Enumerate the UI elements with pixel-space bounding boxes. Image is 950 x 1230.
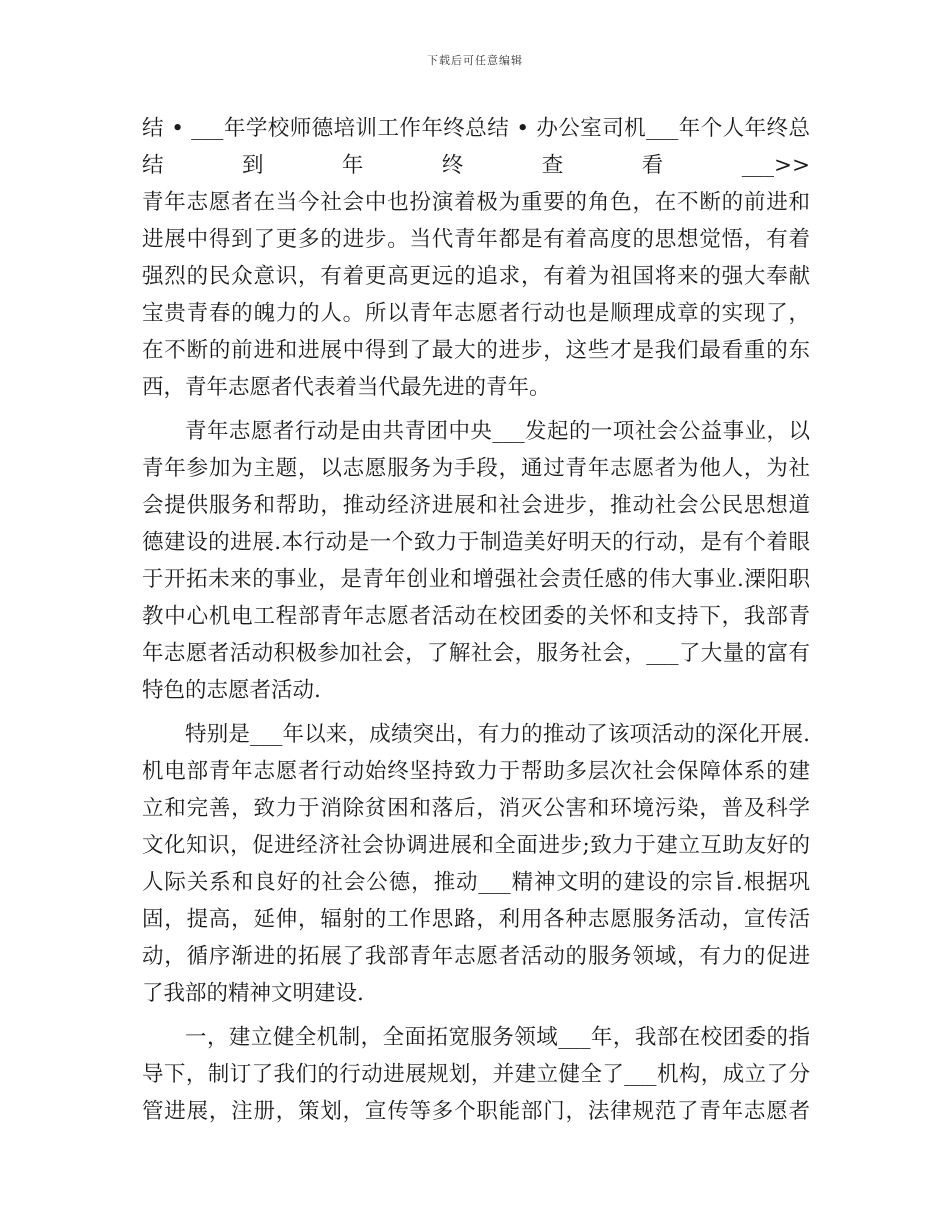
text-line: 一，建立健全机制，全面拓宽服务领域___年，我部在校团委的指: [185, 1025, 810, 1050]
document-body: [142, 110, 810, 1130]
text-line: 年志愿者活动积极参加社会，了解社会，服务社会，___了大量的富有: [142, 641, 810, 666]
text-line: 强烈的民众意识，有着更高更远的追求，有着为祖国将来的强大奉献: [142, 264, 810, 289]
text-line: 立和完善，致力于消除贫困和落后，消灭公害和环境污染，普及科学: [142, 796, 810, 821]
text-line: 会提供服务和帮助，推动经济进展和社会进步，推动社会公民思想道: [142, 493, 810, 518]
text-line: 进展中得到了更多的进步。当代青年都是有着高度的思想觉悟，有着: [142, 227, 810, 252]
text-line: 了我部的精神文明建设.: [142, 981, 364, 1006]
text-line: 德建设的进展.本行动是一个致力于制造美好明天的行动，是有个着眼: [142, 530, 810, 555]
paragraph-gap: [142, 1012, 810, 1019]
text-line: 宝贵青春的魄力的人。所以青年志愿者行动也是顺理成章的实现了，: [142, 301, 810, 326]
page-header-note: 下载后可任意编辑: [427, 54, 523, 67]
text-line: 青年参加为主题，以志愿服务为手段，通过青年志愿者为他人，为社: [142, 456, 810, 481]
text-line: 管进展，注册，策划，宣传等多个职能部门，法律规范了青年志愿者: [142, 1099, 810, 1124]
paragraph-section-one: [142, 1019, 810, 1130]
paragraph-intro: [142, 184, 810, 406]
paragraph-achievements: [142, 716, 810, 1012]
text-line: 固，提高，延伸，辐射的工作思路，利用各种志愿服务活动，宣传活: [142, 907, 810, 932]
text-line: 文化知识，促进经济社会协调进展和全面进步;致力于建立互助友好的: [142, 833, 810, 858]
text-line: 西，青年志愿者代表着当代最先进的青年。: [142, 375, 551, 400]
paragraph-volunteer-action: [142, 413, 810, 709]
text-line: 特别是___年以来，成绩突出，有力的推动了该项活动的深化开展.: [185, 722, 810, 747]
text-line: 结 • ___年学校师德培训工作年终总结 • 办公室司机___年个人年终总: [142, 116, 810, 141]
text-line: 人际关系和良好的社会公德，推动___精神文明的建设的宗旨.根据巩: [142, 870, 810, 895]
paragraph-gap: [142, 406, 810, 413]
text-line: 特色的志愿者活动.: [142, 678, 321, 703]
text-line: 于开拓未来的事业，是青年创业和增强社会责任感的伟大事业.溧阳职: [142, 567, 810, 592]
paragraph-gap: [142, 709, 810, 716]
text-line: 导下，制订了我们的行动进展规划，并建立健全了___机构，成立了分: [142, 1062, 810, 1087]
text-line: 在不断的前进和进展中得到了最大的进步，这些才是我们最看重的东: [142, 338, 810, 363]
text-line: 青年志愿者在当今社会中也扮演着极为重要的角色，在不断的前进和: [142, 190, 810, 215]
text-line: 动，循序渐进的拓展了我部青年志愿者活动的服务领域，有力的促进: [142, 944, 810, 969]
text-line: 教中心机电工程部青年志愿者活动在校团委的关怀和支持下，我部青: [142, 604, 810, 629]
paragraph-related-links: [142, 110, 810, 184]
text-line: 机电部青年志愿者行动始终坚持致力于帮助多层次社会保障体系的建: [142, 759, 810, 784]
text-line: 青年志愿者行动是由共青团中央___发起的一项社会公益事业，以: [185, 419, 810, 444]
text-line: 结 到 年 终 查 看 ___>>: [142, 153, 810, 178]
